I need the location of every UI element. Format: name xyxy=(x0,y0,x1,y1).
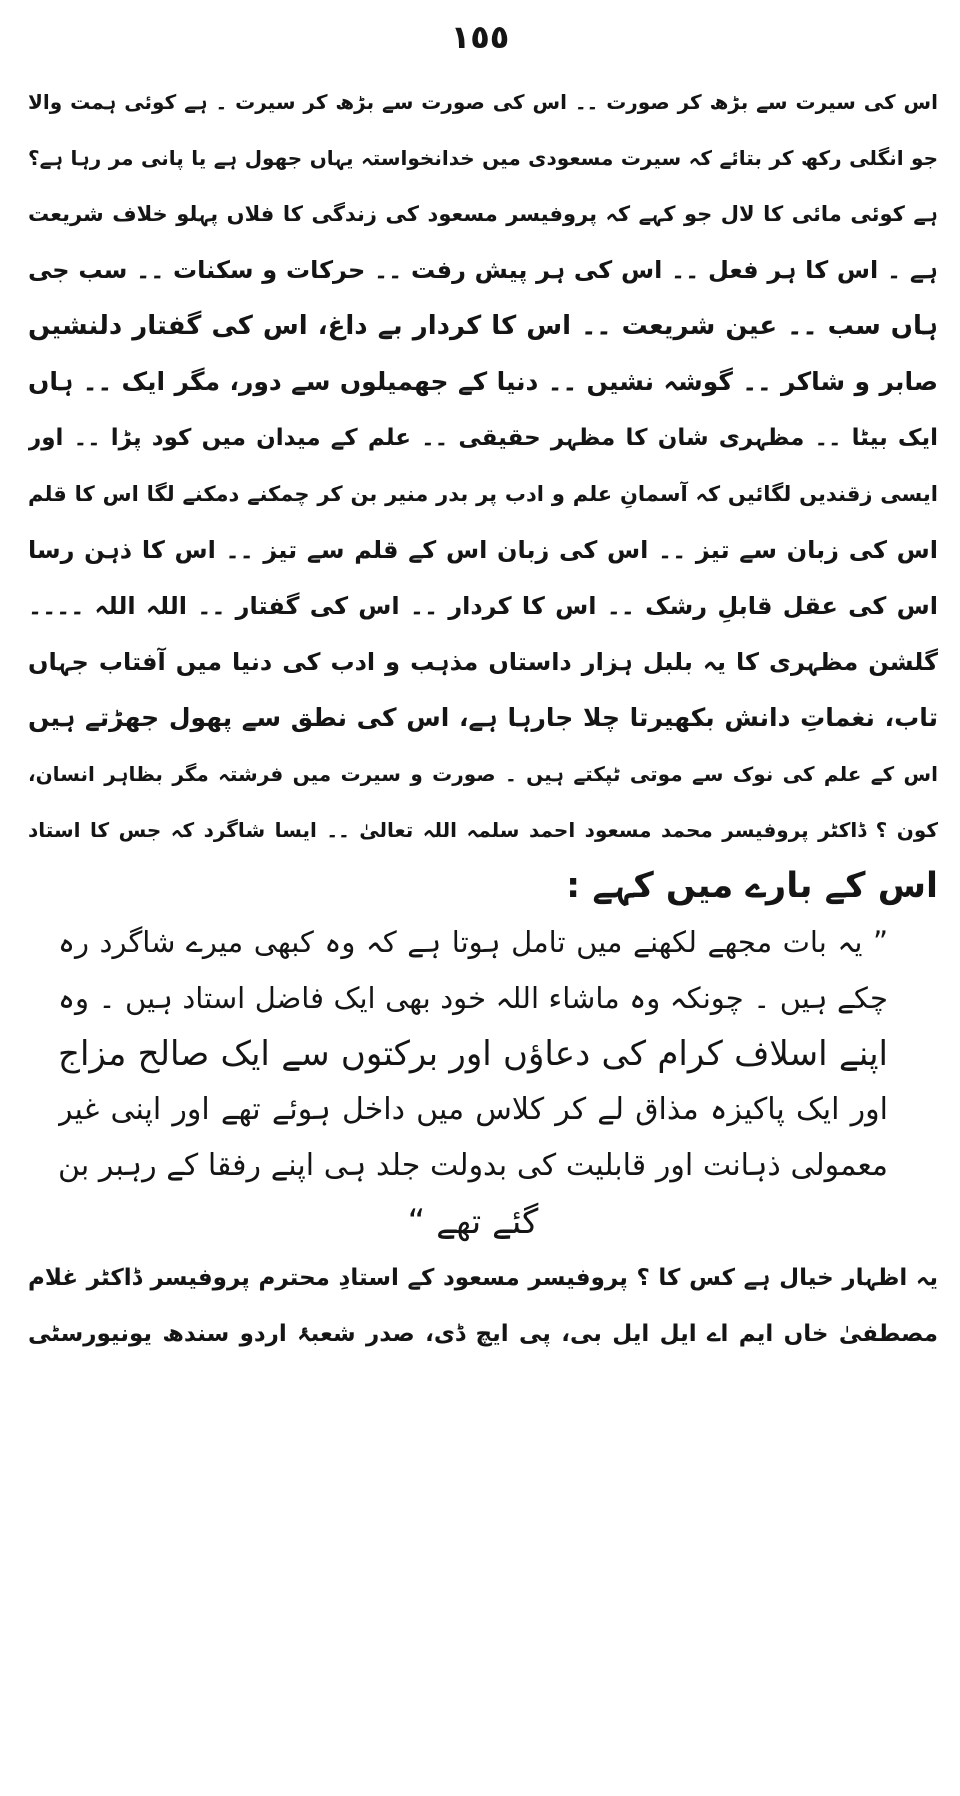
quote-line: چکے ہیں ۔ چونکہ وہ ماشاء اللہ خود بھی ایک فاضل استاد ہیں ۔ وہ xyxy=(58,981,888,1015)
text-line: جو انگلی رکھ کر بتائے کہ سیرت مسعودی میں خدانخواستہ یہاں جھول ہے یا پانی مر رہا ہے؟ xyxy=(28,146,938,170)
text-line: اس کے علم کی نوک سے موتی ٹپکتے ہیں ۔ صورت و سیرت میں فرشتہ مگر بظاہر انسان، xyxy=(28,762,938,786)
text-line: ایسی زقندیں لگائیں کہ آسمانِ علم و ادب پر بدر منیر بن کر چمکنے دمکنے لگا اس کا قلم xyxy=(28,482,938,506)
text-line: مصطفیٰ خاں ایم اے ایل ایل بی، پی ایچ ڈی، صدر شعبۂ اردو سندھ یونیورسٹی xyxy=(28,1321,938,1347)
text-line: ہے ۔ اس کا ہر فعل ۔۔ اس کی ہر پیش رفت ۔۔ حرکات و سکنات ۔۔ سب جی xyxy=(28,256,938,284)
quote-line: اپنے اسلاف کرام کی دعاؤں اور برکتوں سے ایک صالح مزاج xyxy=(58,1034,888,1074)
quote-line: معمولی ذہانت اور قابلیت کی بدولت جلد ہی اپنے رفقا کے رہبر بن xyxy=(58,1148,888,1183)
text-line: تاب، نغماتِ دانش بکھیرتا چلا جارہا ہے، اس کی نطق سے پھول جھڑتے ہیں xyxy=(28,703,938,732)
quote-line: اور ایک پاکیزہ مذاق لے کر کلاس میں داخل ہوئے تھے اور اپنی غیر xyxy=(58,1092,888,1127)
text-line: گلشن مظہری کا یہ بلبل ہزار داستاں مذہب و ادب کی دنیا میں آفتاب جہاں xyxy=(28,648,938,676)
text-line: یہ اظہار خیال ہے کس کا ؟ پروفیسر مسعود کے استادِ محترم پروفیسر ڈاکٹر غلام xyxy=(28,1265,938,1291)
page-text xyxy=(0,74,960,1362)
quote-line: ” یہ بات مجھے لکھنے میں تامل ہوتا ہے کہ وہ کبھی میرے شاگرد رہ xyxy=(58,925,888,959)
text-line: اس کے بارے میں کہے : xyxy=(566,866,938,906)
text-line: اس کی سیرت سے بڑھ کر صورت ۔۔ اس کی صورت سے بڑھ کر سیرت ۔ ہے کوئی ہمت والا xyxy=(28,90,938,114)
page-number: ١٥٥ xyxy=(450,18,510,56)
quote-line: گئے تھے “ xyxy=(407,1202,539,1242)
text-line: صابر و شاکر ۔۔ گوشہ نشیں ۔۔ دنیا کے جھمیلوں سے دور، مگر ایک ۔۔ ہاں xyxy=(28,367,938,396)
text-line: ہاں سب ۔۔ عین شریعت ۔۔ اس کا کردار بے داغ، اس کی گفتار دلنشیں xyxy=(28,311,938,341)
text-line: اس کی عقل قابلِ رشک ۔۔ اس کا کردار ۔۔ اس کی گفتار ۔۔ اللہ اللہ ۔۔۔۔ xyxy=(28,592,938,620)
text-line: ہے کوئی مائی کا لال جو کہے کہ پروفیسر مسعود کی زندگی کا فلاں پہلو خلاف شریعت xyxy=(28,202,938,226)
text-line: اس کی زبان سے تیز ۔۔ اس کی زبان اس کے قلم سے تیز ۔۔ اس کا ذہن رسا xyxy=(28,536,938,564)
text-line: کون ؟ ڈاکٹر پروفیسر محمد مسعود احمد سلمہ اللہ تعالیٰ ۔۔ ایسا شاگرد کہ جس کا استاد xyxy=(28,818,938,842)
text-line: ایک بیٹا ۔۔ مظہری شان کا مظہر حقیقی ۔۔ علم کے میدان میں کود پڑا ۔۔ اور xyxy=(28,425,938,451)
